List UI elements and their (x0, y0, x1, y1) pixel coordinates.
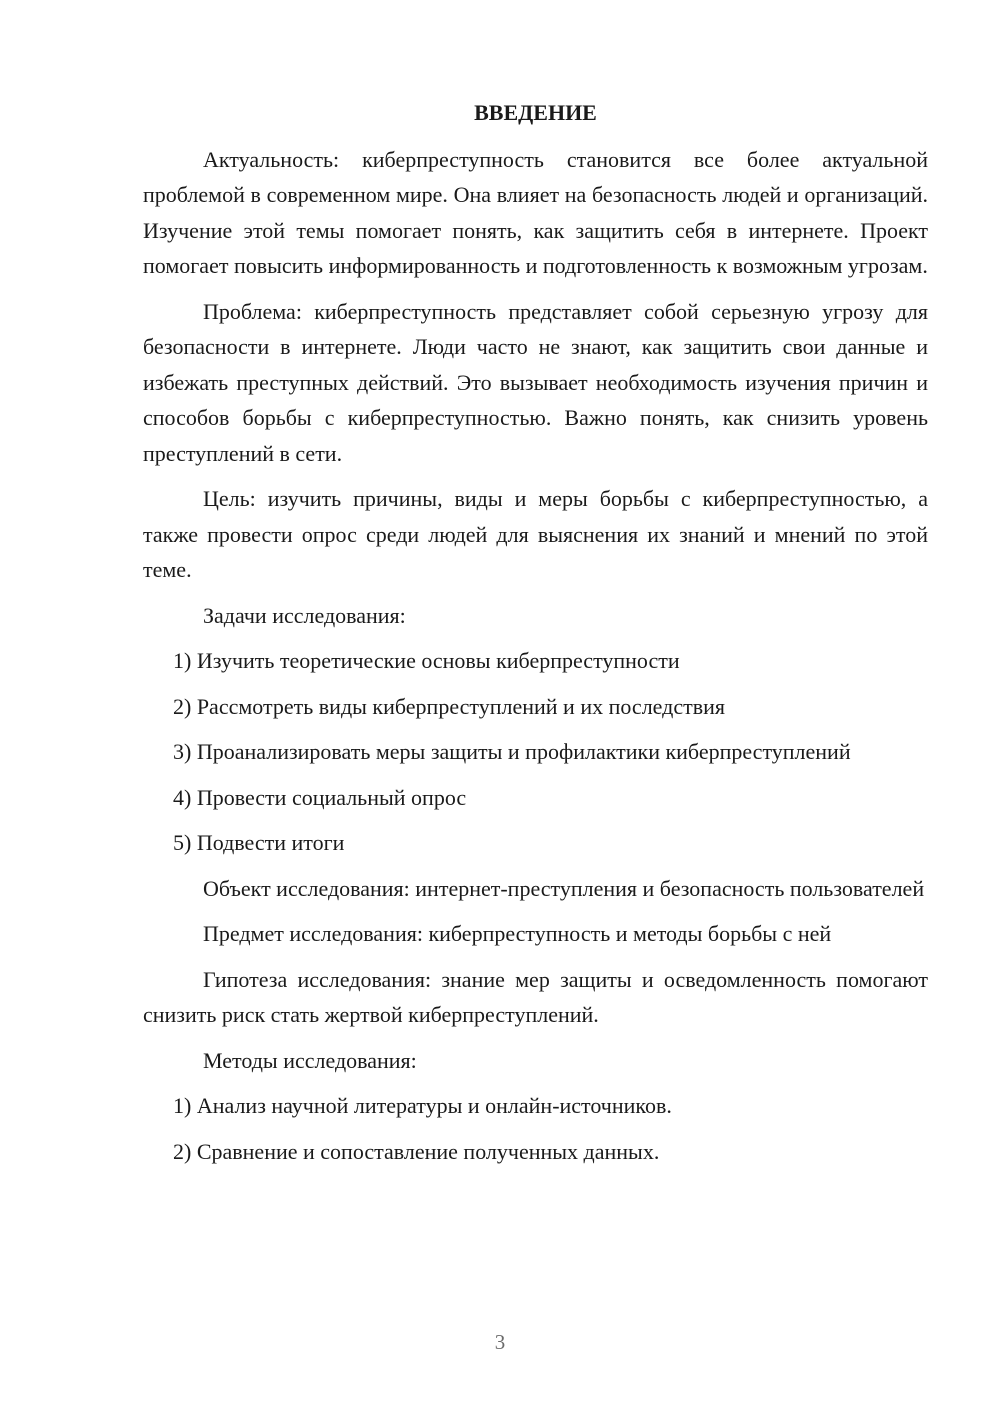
object-paragraph: Объект исследования: интернет-преступления и безопасность пользователей (203, 875, 925, 901)
document-body (143, 95, 928, 1179)
page-number: 3 (494, 1330, 506, 1354)
task-item: 3) Проанализировать меры защиты и профилактики киберпреступлений (173, 739, 851, 764)
goal-paragraph: Цель: изучить причины, виды и меры борьбы с киберпреступностью, а также провести опрос среди людей для выяснения их знаний и мнений по этой теме. (143, 486, 928, 582)
method-item: 1) Анализ научной литературы и онлайн-источников. (173, 1093, 672, 1118)
relevance-paragraph: Актуальность: киберпреступность становится все более актуальной проблемой в современном мире. Она влияет на безопасность людей и организаций. Изучение этой темы помогает понять, как защитить себя в интернете. Проект помогает повысить информированность и подготовленность к возможным угрозам. (143, 146, 928, 278)
task-item: 1) Изучить теоретические основы киберпреступности (173, 648, 680, 673)
subject-paragraph: Предмет исследования: киберпреступность и методы борьбы с ней (203, 921, 832, 946)
hypothesis-paragraph: Гипотеза исследования: знание мер защиты и осведомленность помогают снизить риск стать жертвой киберпреступлений. (143, 966, 928, 1027)
methods-heading: Методы исследования: (203, 1047, 417, 1073)
task-item: 5) Подвести итоги (173, 830, 345, 855)
tasks-heading: Задачи исследования: (203, 602, 406, 628)
method-item: 2) Сравнение и сопоставление полученных данных. (173, 1138, 660, 1164)
section-title: ВВЕДЕНИЕ (474, 100, 597, 125)
problem-paragraph: Проблема: киберпреступность представляет собой серьезную угрозу для безопасности в интернете. Люди часто не знают, как защитить свои данные и избежать преступных действий. Это вызывает необходимость изучения причин и способов борьбы с киберпреступностью. Важно понять, как снизить уровень преступлений в сети. (143, 298, 928, 466)
task-item: 2) Рассмотреть виды киберпреступлений и их последствия (173, 693, 725, 719)
task-item: 4) Провести социальный опрос (173, 784, 467, 810)
